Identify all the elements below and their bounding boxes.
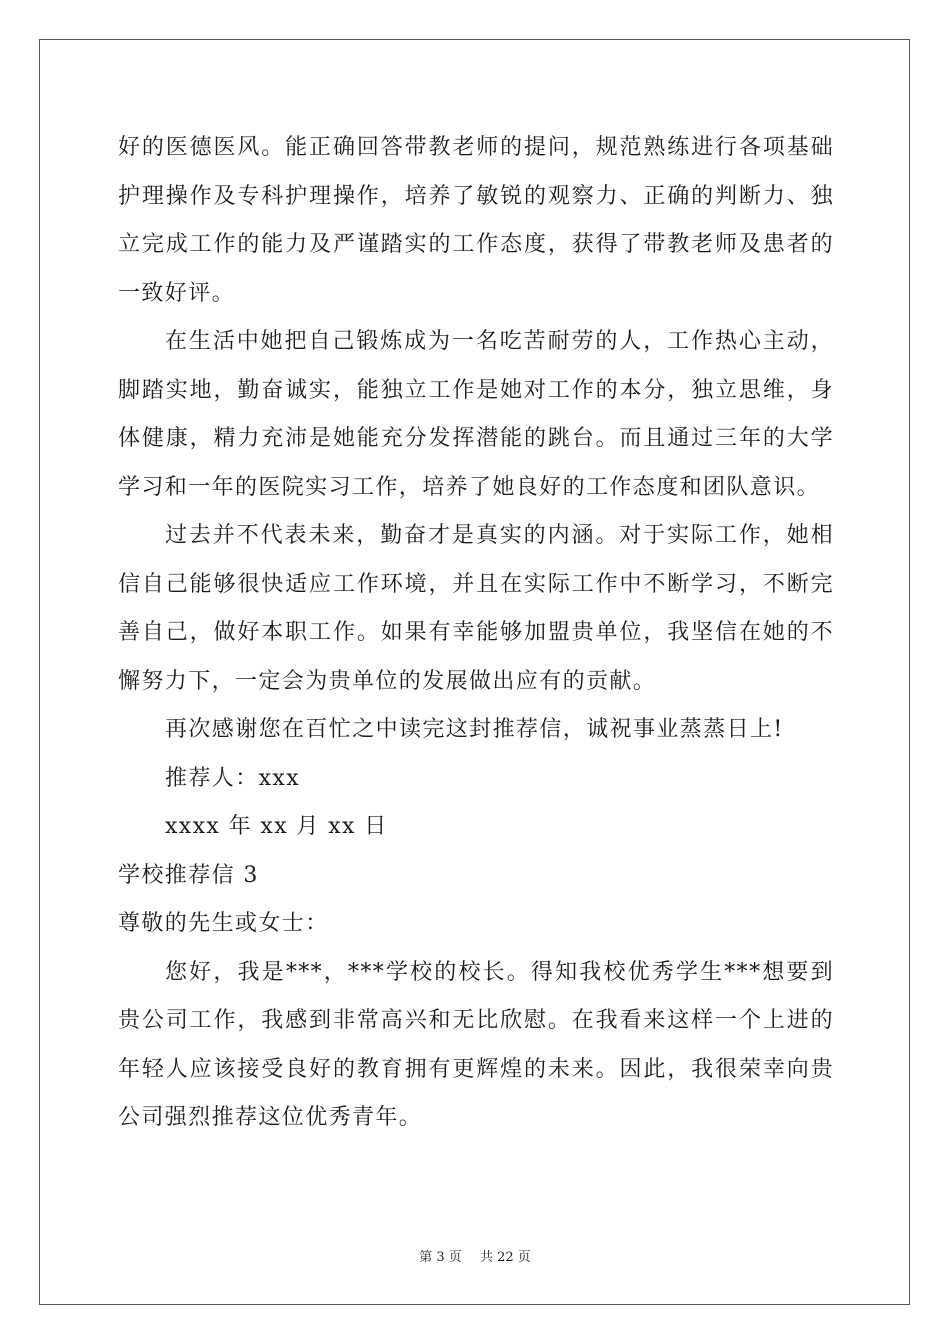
paragraph-continuation: 好的医德医风。能正确回答带教老师的提问，规范熟练进行各项基础护理操作及专科护理操作，培养了敏锐的观察力、正确的判断力、独立完成工作的能力及严谨踏实的工作态度，获得了带教老师及患者的一致好评。 bbox=[118, 135, 834, 306]
date-line: xxxx 年 xx 月 xx 日 bbox=[165, 814, 388, 839]
section-heading: 学校推荐信 3 bbox=[118, 862, 259, 888]
page-total: 共 22 页 bbox=[479, 1250, 531, 1265]
page-number: 第 3 页 bbox=[419, 1250, 462, 1265]
salutation: 尊敬的先生或女士： bbox=[118, 911, 329, 936]
paragraph-future: 过去并不代表未来，勤奋才是真实的内涵。对于实际工作，她相信自己能够很快适应工作环境，并且在实际工作中不断学习，不断完善自己，做好本职工作。如果有幸能够加盟贵单位，我坚信在她的不懈努力下，一定会为贵单位的发展做出应有的贡献。 bbox=[118, 523, 834, 694]
document-body bbox=[118, 124, 834, 1143]
recommender-line: 推荐人：xxx bbox=[165, 765, 301, 791]
paragraph-life: 在生活中她把自己锻炼成为一名吃苦耐劳的人，工作热心主动，脚踏实地，勤奋诚实，能独立工作是她对工作的本分，独立思维，身体健康，精力充沛是她能充分发挥潜能的跳台。而且通过三年的大学学习和一年的医院实习工作，培养了她良好的工作态度和团队意识。 bbox=[118, 329, 834, 500]
paragraph-thanks: 再次感谢您在百忙之中读完这封推荐信，诚祝事业蒸蒸日上! bbox=[165, 717, 784, 742]
paragraph-intro: 您好，我是***，***学校的校长。得知我校优秀学生***想要到贵公司工作，我感到非常高兴和无比欣慰。在我看来这样一个上进的年轻人应该接受良好的教育拥有更辉煌的未来。因此，我很荣幸向贵公司强烈推荐这位优秀青年。 bbox=[118, 959, 834, 1130]
page-footer bbox=[0, 1246, 950, 1265]
